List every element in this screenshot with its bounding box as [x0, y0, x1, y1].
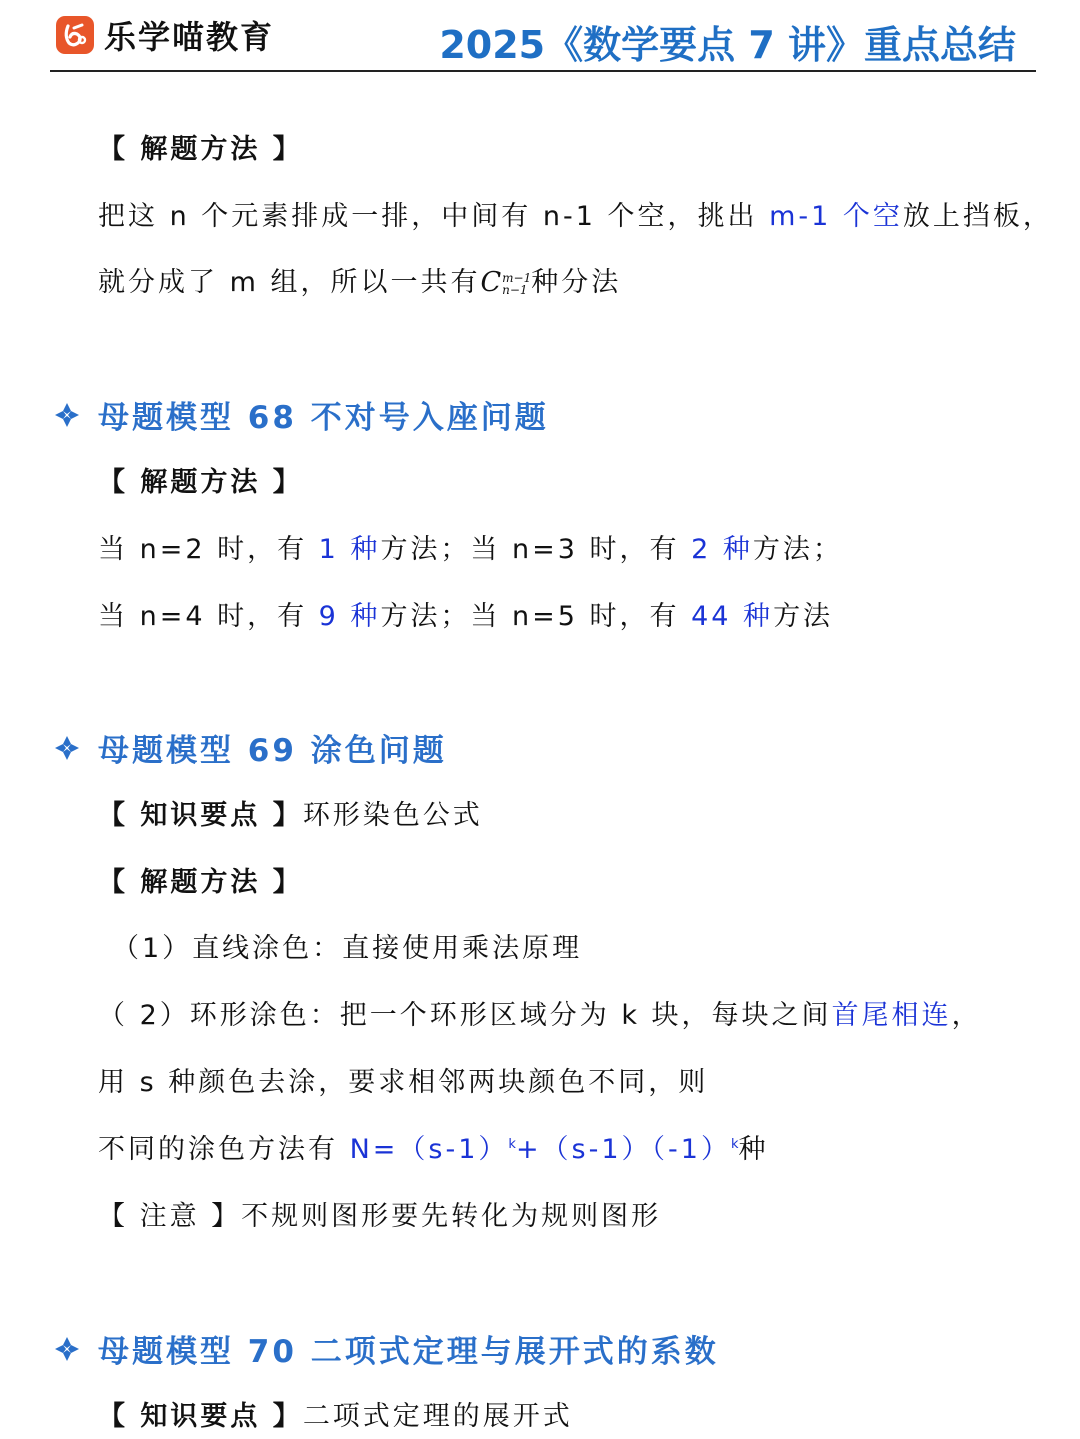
- text-segment: 当 n=4 时，有: [98, 601, 319, 632]
- highlight-text: 1 种: [318, 534, 381, 565]
- method-point-2: [98, 993, 982, 1032]
- knowledge-text: 环形染色公式: [302, 800, 483, 831]
- highlight-text: 44 种: [691, 601, 774, 632]
- page-header: [0, 0, 1080, 72]
- diamond-bullet-icon: [54, 1336, 80, 1362]
- combination-formula: [480, 267, 531, 298]
- section-heading-69: [54, 725, 447, 770]
- text-segment: 方法；当 n=3 时，有: [380, 534, 692, 565]
- highlight-text: 2 种: [691, 534, 753, 565]
- document-title: 2025《数学要点 7 讲》重点总结: [439, 23, 1016, 67]
- method-label: 【 解题方法 】: [98, 867, 303, 898]
- diamond-bullet-icon: [54, 402, 80, 428]
- text-segment: 方法: [773, 601, 834, 632]
- text-segment: 方法；当 n=5 时，有: [380, 601, 692, 632]
- text-segment: ，: [951, 1000, 982, 1031]
- brand-logo: [56, 12, 274, 58]
- header-divider: [50, 70, 1036, 72]
- brand-name: 乐学喵教育: [104, 18, 275, 56]
- answer-line-1: [98, 527, 843, 566]
- highlight-text: 9 种: [318, 601, 381, 632]
- text-segment: 把这 n 个元素排成一排，中间有 n-1 个空，挑出: [98, 201, 770, 232]
- method-point-2-cont: 用 s 种颜色去涂，要求相邻两块颜色不同，则: [98, 1067, 709, 1098]
- combination-symbol: C: [480, 267, 502, 298]
- knowledge-label: 【 知识要点 】: [98, 1401, 303, 1432]
- section-heading-text: 母题模型 68 不对号入座问题: [98, 400, 549, 436]
- logo-icon: [56, 16, 94, 54]
- text-segment: 方法；: [752, 534, 843, 565]
- section-heading-68: [54, 392, 549, 437]
- section-heading-text: 母题模型 69 涂色问题: [98, 733, 447, 769]
- note-line: 【 注意 】不规则图形要先转化为规则图形: [98, 1201, 662, 1232]
- combination-subscript: n−1: [502, 282, 528, 297]
- knowledge-text: 二项式定理的展开式: [302, 1401, 573, 1432]
- method-point-1: （1）直线涂色：直接使用乘法原理: [112, 933, 583, 964]
- method-text-line-1: [98, 194, 1053, 233]
- diamond-bullet-icon: [54, 735, 80, 761]
- formula-exponent: k: [730, 1137, 739, 1152]
- answer-line-2: [98, 594, 833, 633]
- method-label: 【 解题方法 】: [98, 467, 303, 498]
- text-segment: 种: [738, 1134, 769, 1165]
- section-heading-text: 母题模型 70 二项式定理与展开式的系数: [98, 1334, 719, 1370]
- formula-part: +（s-1）（-1）: [515, 1134, 731, 1165]
- combination-superscript: m−1: [502, 270, 532, 285]
- text-segment: 当 n=2 时，有: [98, 534, 319, 565]
- knowledge-line: [98, 1394, 573, 1433]
- section-heading-70: [54, 1326, 719, 1371]
- knowledge-line: [98, 793, 483, 832]
- formula-part: N=（s-1）: [349, 1134, 509, 1165]
- formula-exponent: k: [508, 1137, 516, 1152]
- text-segment: 就分成了 m 组，所以一共有: [98, 267, 481, 298]
- method-label: 【 解题方法 】: [98, 134, 303, 165]
- text-segment: 不同的涂色方法有: [98, 1134, 350, 1165]
- text-segment: （ 2）环形涂色：把一个环形区域分为 k 块，每块之间: [98, 1000, 832, 1031]
- highlight-text: m-1 个空: [769, 201, 903, 232]
- text-segment: 种分法: [531, 267, 622, 298]
- formula-line: [98, 1127, 769, 1166]
- method-text-line-2: [98, 260, 621, 299]
- text-segment: 放上挡板，: [902, 201, 1053, 232]
- highlight-text: 首尾相连: [831, 1000, 952, 1031]
- knowledge-label: 【 知识要点 】: [98, 800, 303, 831]
